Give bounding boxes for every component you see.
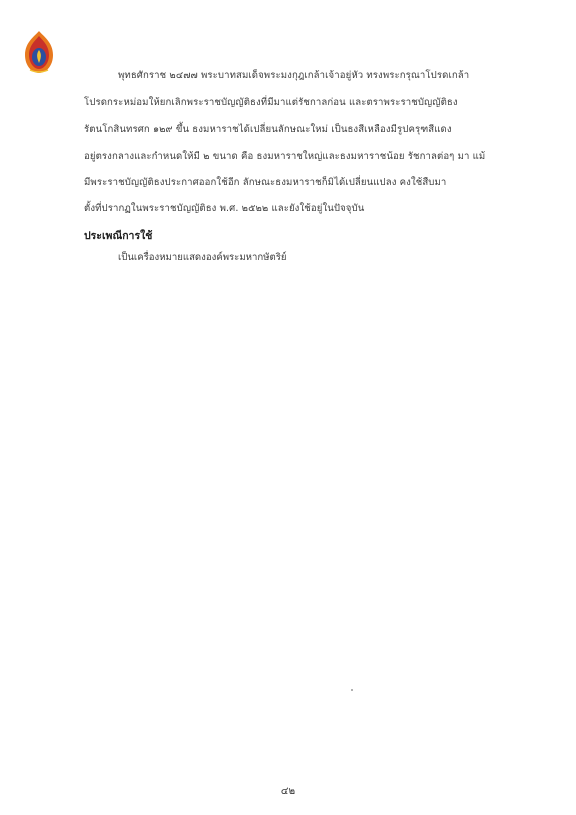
section-heading: ประเพณีการใช้: [84, 230, 153, 242]
paragraph-line: รัตนโกสินทรศก ๑๒๙ ขึ้น ธงมหาราชได้เปลี่ยนลักษณะใหม่ เป็นธงสีเหลืองมีรูปครุฑสีแดง: [84, 124, 452, 135]
paragraph-line: มีพระราชบัญญัติธงประกาศออกใช้อีก ลักษณะธงมหาราชก็มิได้เปลี่ยนแปลง คงใช้สืบมา: [84, 177, 447, 188]
page-number: ๔๒: [280, 786, 296, 797]
paragraph-line: พุทธศักราช ๒๔๗๗ พระบาทสมเด็จพระมงกุฎเกล้าเจ้าอยู่หัว ทรงพระกรุณาโปรดเกล้า: [118, 70, 470, 81]
paragraph-line: อยู่ตรงกลางและกำหนดให้มี ๒ ขนาด คือ ธงมหาราชใหญ่และธงมหาราชน้อย รัชกาลต่อๆ มา แม้: [84, 151, 486, 162]
scan-speck: [351, 689, 353, 691]
royal-emblem-icon: [22, 30, 56, 74]
paragraph-line: ตั้งที่ปรากฏในพระราชบัญญัติธง พ.ศ. ๒๕๒๒ และยังใช้อยู่ในปัจจุบัน: [84, 203, 365, 214]
section-text: เป็นเครื่องหมายแสดงองค์พระมหากษัตริย์: [118, 252, 287, 263]
paragraph-line: โปรดกระหม่อมให้ยกเลิกพระราชบัญญัติธงที่มีมาแต่รัชกาลก่อน และตราพระราชบัญญัติธง: [84, 97, 458, 108]
